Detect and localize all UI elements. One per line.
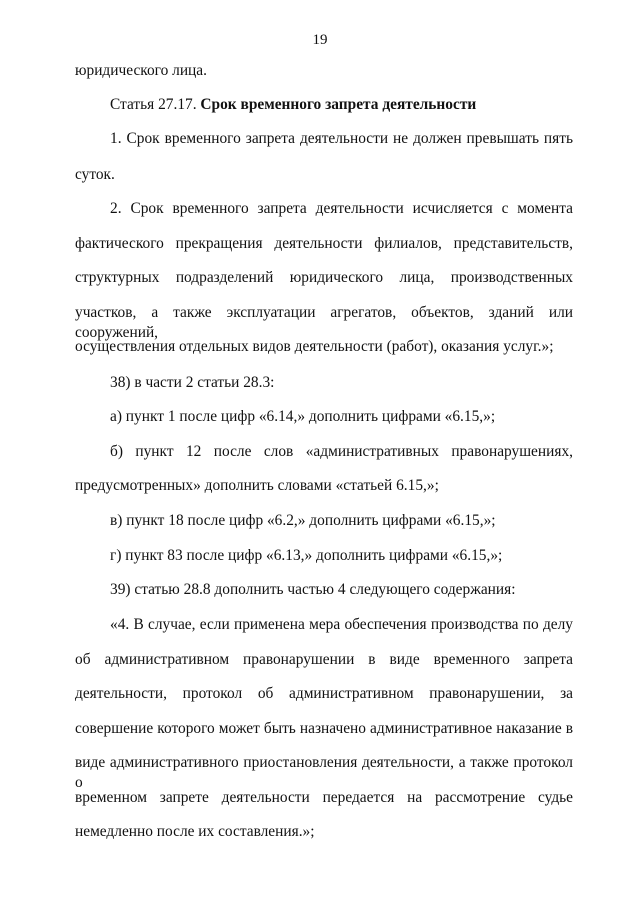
text-line: немедленно после их составления.»; [75,823,315,840]
text-line: структурных подразделений юридического лица, производственных [75,269,573,286]
text-line: суток. [75,166,115,183]
page-number: 19 [312,32,328,48]
text-line: совершение которого может быть назначено административное наказание в [75,720,573,737]
article-heading [110,95,476,115]
text-line: а) пункт 1 после цифр «6.14,» дополнить цифрами «6.15,»; [110,408,496,425]
text-line: участков, а также эксплуатации агрегатов, объектов, зданий или сооружений, [75,304,573,341]
text-line: об административном правонарушении в виде временного запрета [75,651,573,668]
text-line: «4. В случае, если применена мера обеспечения производства по делу [110,616,573,633]
text-line: б) пункт 12 после слов «административных правонарушениях, [110,443,573,460]
text-line: в) пункт 18 после цифр «6.2,» дополнить цифрами «6.15,»; [110,512,496,529]
text-line: деятельности, протокол об административном правонарушении, за [75,685,573,702]
article-title: Срок временного запрета деятельности [200,96,477,113]
text-line: юридического лица. [75,62,207,79]
text-line: 1. Срок временного запрета деятельности не должен превышать пять [110,130,573,147]
text-line: фактического прекращения деятельности филиалов, представительств, [75,235,573,252]
text-line: осуществления отдельных видов деятельности (работ), оказания услуг.»; [75,338,554,355]
text-line: 39) статью 28.8 дополнить частью 4 следующего содержания: [110,581,516,598]
text-line: 2. Срок временного запрета деятельности исчисляется с момента [110,200,573,217]
text-line: виде административного приостановления деятельности, а также протокол о [75,754,573,791]
text-line: 38) в части 2 статьи 28.3: [110,374,275,391]
text-line: г) пункт 83 после цифр «6.13,» дополнить цифрами «6.15,»; [110,547,503,564]
text-line: предусмотренных» дополнить словами «статьей 6.15,»; [75,477,439,494]
article-number: Статья 27.17. [110,96,197,113]
text-line: временном запрете деятельности передается на рассмотрение судье [75,789,573,806]
